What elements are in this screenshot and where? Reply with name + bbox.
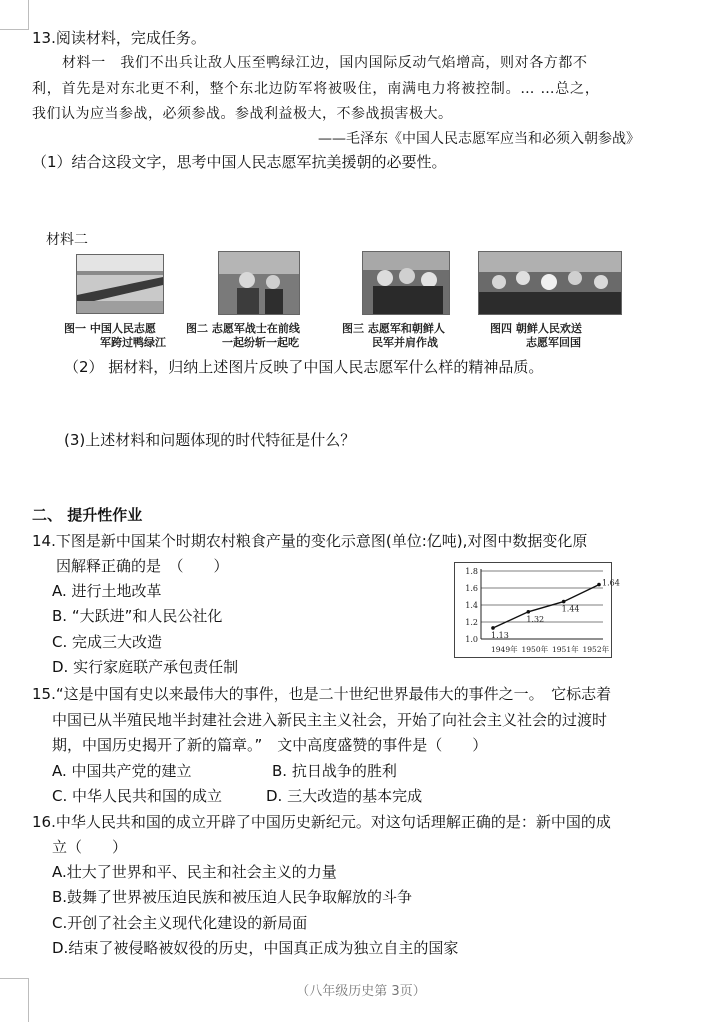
photo-crossing-yalu bbox=[76, 254, 164, 314]
chart-data-point bbox=[597, 583, 601, 587]
q14-option-b: B. “大跃进”和人民公社化 bbox=[52, 607, 223, 625]
chart-data-label: 1.44 bbox=[561, 604, 580, 614]
chart-y-tick-label: 1.8 bbox=[465, 567, 478, 576]
chart-data-label: 1.64 bbox=[602, 578, 620, 588]
chart-data-point bbox=[562, 600, 566, 604]
q16-line1: 16.中华人民共和国的成立开辟了中国历史新纪元。对这句话理解正确的是：新中国的成 bbox=[32, 813, 611, 831]
q15-option-d: D. 三大改造的基本完成 bbox=[266, 787, 423, 805]
chart-series-line bbox=[493, 585, 599, 628]
q16-option-d: D.结束了被侵略被奴役的历史，中国真正成为独立自主的国家 bbox=[52, 939, 459, 957]
q13-material1-line2: 利，首先是对东北更不利，整个东北边防军将被吸住，南满电力将被控制。… …总之， bbox=[32, 81, 600, 97]
chart-y-tick-label: 1.0 bbox=[465, 635, 478, 644]
q13-material1-line3: 我们认为应当参战，必须参战。参战利益极大，不参战损害极大。 bbox=[32, 106, 453, 122]
chart-x-tick-label: 1949年 bbox=[491, 645, 518, 654]
crop-mark-top-left-h bbox=[0, 29, 28, 30]
q13-task3: (3)上述材料和问题体现的时代特征是什么？ bbox=[64, 431, 356, 449]
caption-figure-2: 图二 志愿军战士在前线 一起纷斩一起吃 bbox=[186, 322, 300, 349]
q15-option-b: B. 抗日战争的胜利 bbox=[272, 762, 397, 780]
q13-material1-line1: 材料一 我们不出兵让敌人压至鸭绿江边，国内国际反动气焰增高，则对各方都不 bbox=[62, 55, 588, 71]
q15-option-a: A. 中国共产党的建立 bbox=[52, 762, 192, 780]
q14-option-c: C. 完成三大改造 bbox=[52, 633, 163, 651]
grain-output-chart-svg bbox=[455, 563, 620, 657]
q16-line2: 立（ ） bbox=[52, 838, 128, 856]
q14-stem-line1: 14.下图是新中国某个时期农村粮食产量的变化示意图(单位:亿吨),对图中数据变化原 bbox=[32, 532, 588, 550]
chart-y-tick-label: 1.4 bbox=[465, 601, 478, 610]
chart-data-point bbox=[527, 610, 531, 614]
photo-joint-combat bbox=[362, 251, 450, 315]
q16-option-a: A.壮大了世界和平、民主和社会主义的力量 bbox=[52, 863, 337, 881]
q13-task1: （1）结合这段文字，思考中国人民志愿军抗美援朝的必要性。 bbox=[32, 153, 447, 171]
chart-x-tick-label: 1950年 bbox=[521, 645, 549, 654]
caption-figure-4: 图四 朝鲜人民欢送 志愿军回国 bbox=[490, 322, 582, 349]
chart-x-tick-label: 1952年 bbox=[582, 645, 610, 654]
caption-figure-3: 图三 志愿军和朝鲜人 民军并肩作战 bbox=[342, 322, 445, 349]
chart-data-label: 1.13 bbox=[491, 630, 509, 640]
photo-farewell bbox=[478, 251, 622, 315]
crop-mark-bottom-left-h bbox=[0, 978, 28, 979]
q14-option-a: A. 进行土地改革 bbox=[52, 582, 162, 600]
q16-option-b: B.鼓舞了世界被压迫民族和被压迫人民争取解放的斗争 bbox=[52, 888, 413, 906]
chart-y-tick-label: 1.2 bbox=[465, 618, 478, 627]
q13-source: ——毛泽东《中国人民志愿军应当和必须入朝参战》 bbox=[318, 131, 640, 147]
page-footer: （八年级历史第 3页） bbox=[296, 984, 426, 999]
chart-data-label: 1.32 bbox=[526, 614, 545, 624]
q15-line1: 15.“这是中国有史以来最伟大的事件，也是二十世纪世界最伟大的事件之一。 它标志着 bbox=[32, 685, 612, 703]
crop-mark-top-left-v bbox=[28, 0, 29, 30]
grain-output-chart bbox=[454, 562, 620, 658]
photo-soldiers-front-line bbox=[218, 251, 300, 315]
q13-stem: 13.阅读材料，完成任务。 bbox=[32, 29, 206, 47]
section2-heading: 二、 提升性作业 bbox=[32, 506, 143, 524]
chart-data-point bbox=[491, 626, 495, 630]
q13-material2-label: 材料二 bbox=[46, 232, 88, 248]
q15-option-c: C. 中华人民共和国的成立 bbox=[52, 787, 223, 805]
chart-y-tick-label: 1.6 bbox=[465, 584, 478, 593]
q16-option-c: C.开创了社会主义现代化建设的新局面 bbox=[52, 914, 308, 932]
q14-stem-line2: 因解释正确的是 （ ） bbox=[56, 557, 229, 575]
q15-line3: 期，中国历史揭开了新的篇章。” 文中高度盛赞的事件是（ ） bbox=[52, 736, 488, 754]
q15-line2: 中国已从半殖民地半封建社会进入新民主主义社会，开始了向社会主义社会的过渡时 bbox=[52, 711, 608, 729]
caption-figure-1: 图一 中国人民志愿 军跨过鸭绿江 bbox=[64, 322, 166, 349]
q14-option-d: D. 实行家庭联产承包责任制 bbox=[52, 658, 239, 676]
chart-x-tick-label: 1951年 bbox=[552, 645, 579, 654]
q13-task2: （2） 据材料，归纳上述图片反映了中国人民志愿军什么样的精神品质。 bbox=[64, 358, 544, 376]
